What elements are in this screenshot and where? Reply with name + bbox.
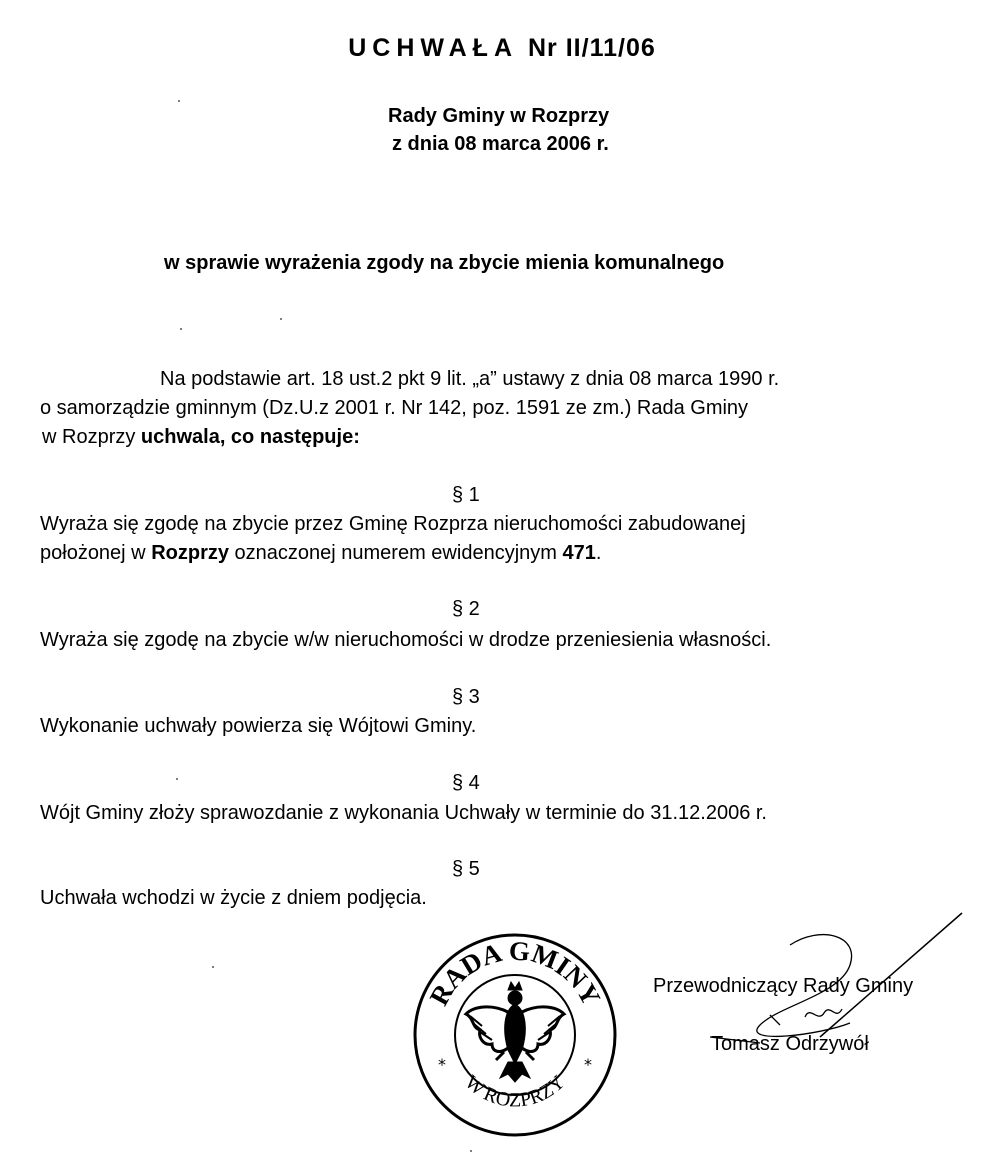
scan-speck <box>180 328 182 330</box>
paragraph-3-text: Wykonanie uchwały powierza się Wójtowi Gminy. <box>40 715 477 737</box>
preamble-line-3 <box>42 426 360 449</box>
p1-l2-place: Rozprzy <box>151 542 229 564</box>
chairman-title: Przewodniczący Rady Gminy <box>653 975 914 997</box>
official-seal <box>412 932 618 1138</box>
seal-star-right: * <box>584 1055 592 1074</box>
paragraph-2-text: Wyraża się zgodę na zbycie w/w nieruchomości w drodze przeniesienia własności. <box>40 629 772 651</box>
preamble-line-3-bold: uchwala, co następuje: <box>140 426 360 448</box>
paragraph-mark-1: § 1 <box>452 484 480 506</box>
paragraph-1-line-2 <box>40 542 601 565</box>
p1-l2-end: . <box>595 542 602 564</box>
document-subject: w sprawie wyrażenia zgody na zbycie mienia komunalnego <box>164 252 725 274</box>
scan-speck <box>470 1150 472 1152</box>
issuer: Rady Gminy w Rozprzy <box>388 105 610 127</box>
scan-speck <box>178 100 180 102</box>
paragraph-mark-4: § 4 <box>452 772 480 794</box>
paragraph-1-line-1: Wyraża się zgodę na zbycie przez Gminę Rozprza nieruchomości zabudowanej <box>40 513 746 535</box>
preamble-line-1: Na podstawie art. 18 ust.2 pkt 9 lit. „a” ustawy z dnia 08 marca 1990 r. <box>160 368 780 390</box>
paragraph-mark-3: § 3 <box>452 686 480 708</box>
signer-name: Tomasz Odrzywół <box>711 1033 869 1055</box>
paragraph-mark-5: § 5 <box>452 858 480 880</box>
scan-speck <box>212 966 214 968</box>
title-word: UCHWAŁA <box>348 34 518 62</box>
p1-l2-c: oznaczonej numerem ewidencyjnym <box>228 542 563 564</box>
document-title <box>0 34 1004 63</box>
document-date: z dnia 08 marca 2006 r. <box>392 133 609 155</box>
scan-speck <box>280 318 282 320</box>
paragraph-mark-2: § 2 <box>452 598 480 620</box>
eagle-emblem-icon <box>466 982 564 1082</box>
seal-star-left: * <box>438 1055 446 1074</box>
seal-bottom-text: W ROZPRZY <box>460 1071 570 1112</box>
p1-l2-a: położonej w <box>40 542 152 564</box>
title-number: Nr II/11/06 <box>528 34 656 62</box>
paragraph-5-text: Uchwała wchodzi w życie z dniem podjęcia. <box>40 887 427 909</box>
paragraph-4-text: Wójt Gminy złoży sprawozdanie z wykonania Uchwały w terminie do 31.12.2006 r. <box>40 802 767 824</box>
preamble-line-3-plain: w Rozprzy <box>42 426 141 448</box>
p1-l2-parcel-number: 471 <box>562 542 596 564</box>
scan-speck <box>176 778 178 780</box>
preamble-line-2: o samorządzie gminnym (Dz.U.z 2001 r. Nr 142, poz. 1591 ze zm.) Rada Gminy <box>40 397 749 419</box>
seal-top-text: RADA GMINY <box>423 935 607 1011</box>
